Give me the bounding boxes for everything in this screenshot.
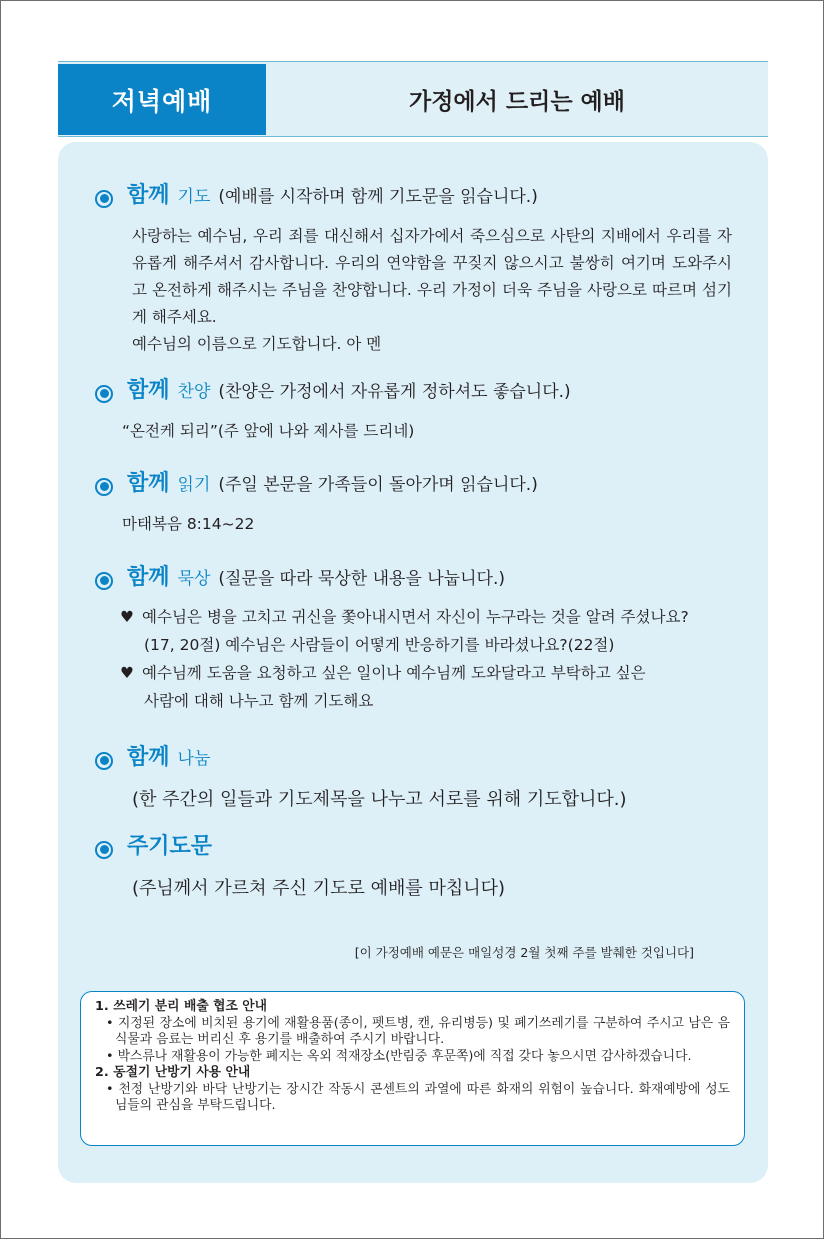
prayer-text: 사랑하는 예수님, 우리 죄를 대신해서 십자가에서 죽으심으로 사탄의 지배에서 우리를 자유롭게 해주셔서 감사합니다. 우리의 연약함을 꾸짖지 않으시고 불쌍히 여기며 도와주시고 온전하게 해주시는 주님을 찬양합니다. 우리 가정이 더욱 주님을 사랑으로 따르며 섬기게 해주세요. [132,227,732,326]
section-note: (질문을 따라 묵상한 내용을 나눕니다.) [218,569,505,589]
section-main-title: 함께 [127,745,170,770]
section-reading [95,466,538,538]
heart-icon: ♥ [120,608,134,626]
question-item [120,603,689,659]
notice-number: 1. [95,999,109,1014]
circle-bullet-icon [95,385,113,403]
section-main-title: 함께 [127,565,170,590]
notice-title: 동절기 난방기 사용 안내 [113,1065,251,1080]
heart-icon: ♥ [120,664,134,682]
question-line: (17, 20절) 예수님은 사람들이 어떻게 반응하기를 바라셨나요?(22절) [144,636,615,654]
notice-box [80,991,745,1146]
question-item [120,659,689,715]
section-heading [95,740,627,771]
prayer-closing: 예수님의 이름으로 기도합니다. 아 멘 [132,335,382,353]
section-main-title: 함께 [127,378,170,403]
notice-title: 쓰레기 분리 배출 협조 안내 [113,999,268,1014]
section-sub-title: 찬양 [177,382,211,402]
circle-bullet-icon [95,572,113,590]
service-tab: 저녁예배 [58,64,266,135]
question-line: 사람에 대해 나누고 함께 기도해요 [144,692,374,710]
section-note: (주일 본문을 가족들이 돌아가며 읽습니다.) [218,475,538,495]
notice-heading [95,999,730,1016]
closing-note: (주님께서 가르쳐 주신 기도로 예배를 마칩니다) [132,878,506,899]
section-sub-title: 묵상 [177,569,211,589]
section-sharing [95,740,627,811]
section-note: (예배를 시작하며 함께 기도문을 읽습니다.) [218,187,538,207]
question-line: 예수님께 도움을 요청하고 싶은 일이나 예수님께 도와달라고 부탁하고 싶은 [142,664,646,682]
section-main-title: 함께 [127,183,170,208]
sharing-note: (한 주간의 일들과 기도제목을 나누고 서로를 위해 기도합니다.) [132,789,627,810]
section-heading [95,829,505,860]
section-lords-prayer [95,829,505,900]
circle-bullet-icon [95,752,113,770]
section-sub-title: 나눔 [177,749,211,769]
source-note: [이 가정예배 예문은 매일성경 2월 첫째 주를 발췌한 것입니다] [354,945,694,960]
section-main-title: 함께 [127,471,170,496]
notice-heading [95,1065,730,1082]
section-heading [95,373,571,404]
section-sub-title: 읽기 [177,475,211,495]
circle-bullet-icon [95,841,113,859]
section-prayer [95,178,732,358]
section-sub-title: 기도 [177,187,211,207]
notice-bullet: • 지정된 장소에 비치된 용기에 재활용품(종이, 펫트병, 캔, 유리병등) 및 폐기쓰레기를 구분하여 주시고 남은 음식물과 음료는 버리신 후 용기를 배출하여 주시기 바랍니다. [106,1015,730,1047]
circle-bullet-icon [95,478,113,496]
notice-number: 2. [95,1065,109,1080]
notice-bullet: • 천정 난방기와 바닥 난방기는 장시간 작동시 콘센트의 과열에 따른 화재의 위험이 높습니다. 화재예방에 성도님들의 관심을 부탁드립니다. [106,1081,730,1113]
section-meditation [95,560,689,715]
section-heading [95,560,689,591]
scripture-reference: 마태복음 8:14~22 [122,515,255,533]
notice-bullet: • 박스류나 재활용이 가능한 폐지는 옥외 적재장소(반림중 후문쪽)에 직접 갖다 놓으시면 감사하겠습니다. [106,1048,692,1064]
section-heading [95,466,538,497]
page-title: 가정에서 드리는 예배 [409,89,625,115]
section-main-title: 주기도문 [127,834,213,859]
circle-bullet-icon [95,190,113,208]
question-line: 예수님은 병을 고치고 귀신을 쫓아내시면서 자신이 누구라는 것을 알려 주셨나요? [142,608,689,626]
section-heading [95,178,732,209]
hymn-title: “온전케 되리”(주 앞에 나와 제사를 드리네) [122,422,415,440]
section-praise [95,373,571,445]
section-note: (찬양은 가정에서 자유롭게 정하셔도 좋습니다.) [218,382,571,402]
